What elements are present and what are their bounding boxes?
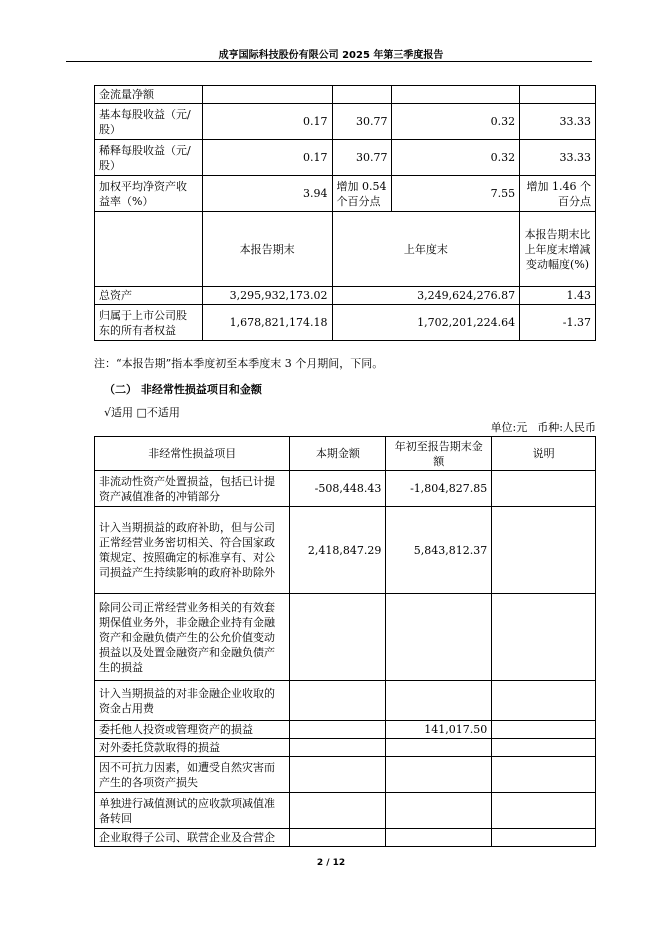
row-label: 稀释每股收益（元/股） [95,140,203,176]
cell: 1.43 [520,287,596,305]
cell: 5,843,812.37 [386,507,492,594]
row-label: 总资产 [95,287,203,305]
cell [290,793,386,829]
row-label: 加权平均净资产收益率（%） [95,176,203,212]
cell [290,829,386,847]
table-row [95,739,596,757]
item-label: 计入当期损益的对非金融企业收取的资金占用费 [95,681,290,721]
cell: 0.17 [202,104,332,140]
cell [386,829,492,847]
currency-label: 币种:人民币 [537,421,596,434]
item-label: 计入当期损益的政府补助，但与公司正常经营业务密切相关、符合国家政策规定、按照确定的标准享有、对公司损益产生持续影响的政府补助除外 [95,507,290,594]
cell: 30.77 [332,104,392,140]
footnote: 注：“本报告期”指本季度初至本季度末 3 个月期间，下同。 [94,357,384,370]
non-recurring-items-table [94,436,596,847]
cell [492,829,596,847]
header-item: 非经常性损益项目 [95,437,290,471]
item-label: 单独进行减值测试的应收款项减值准备转回 [95,793,290,829]
item-label: 对外委托贷款取得的损益 [95,739,290,757]
item-label: 非流动性资产处置损益，包括已计提资产减值准备的冲销部分 [95,471,290,507]
row-label: 归属于上市公司股东的所有者权益 [95,305,203,341]
section-title: （二） 非经常性损益项目和金额 [104,383,262,396]
cell [386,793,492,829]
cell [492,681,596,721]
item-label: 委托他人投资或管理资产的损益 [95,721,290,739]
applicable-checkbox-line: √适用 □不适用 [104,406,180,419]
table-row [95,287,596,305]
row-label: 基本每股收益（元/股） [95,104,203,140]
table-row [95,471,596,507]
table-row [95,507,596,594]
cell [492,757,596,793]
table-row [95,681,596,721]
cell [492,739,596,757]
cell [492,471,596,507]
unit-label: 单位:元 [490,421,528,434]
header-current: 本期金额 [290,437,386,471]
item-label: 因不可抗力因素，如遭受自然灾害而产生的各项资产损失 [95,757,290,793]
table-row [95,793,596,829]
balance-header-row [95,212,596,287]
cell [492,721,596,739]
cell: 3.94 [202,176,332,212]
cell: 33.33 [520,140,596,176]
cell [386,739,492,757]
report-header: 成亨国际科技股份有限公司 2025 年第三季度报告 [218,50,444,61]
table-row [95,140,596,176]
cell [386,681,492,721]
header-prior-year-end: 上年度末 [332,212,520,287]
table-row [95,721,596,739]
cell: -1,804,827.85 [386,471,492,507]
cell: 增加 1.46 个百分点 [520,176,596,212]
cell [492,793,596,829]
financial-indicators-table [94,85,596,341]
cell [392,86,520,104]
cell [332,86,392,104]
header-ytd: 年初至报告期末金额 [386,437,492,471]
cell: 141,017.50 [386,721,492,739]
cell: 0.32 [392,140,520,176]
cell: 1,702,201,224.64 [332,305,520,341]
cell: 30.77 [332,140,392,176]
item-label: 除同公司正常经营业务相关的有效套期保值业务外，非金融企业持有金融资产和金融负债产生的公允价值变动损益以及处置金融资产和金融负债产生的损益 [95,594,290,681]
cell: 0.32 [392,104,520,140]
cell [386,757,492,793]
cell [520,86,596,104]
header-change-pct: 本报告期末比上年度末增减变动幅度(%) [520,212,596,287]
cell [290,739,386,757]
cell: 1,678,821,174.18 [202,305,332,341]
table-header-row [95,437,596,471]
cell [492,507,596,594]
cell: 增加 0.54 个百分点 [332,176,392,212]
cell: 0.17 [202,140,332,176]
cell: 3,249,624,276.87 [332,287,520,305]
header-current-period-end: 本报告期末 [202,212,332,287]
cell [290,681,386,721]
item-label: 企业取得子公司、联营企业及合营企 [95,829,290,847]
cell: 33.33 [520,104,596,140]
row-label: 金流量净额 [95,86,203,104]
table-row [95,176,596,212]
cell: -508,448.43 [290,471,386,507]
table-row [95,104,596,140]
cell: 3,295,932,173.02 [202,287,332,305]
header-note: 说明 [492,437,596,471]
cell [290,594,386,681]
table-row [95,305,596,341]
cell [290,757,386,793]
table-row [95,757,596,793]
cell: 2,418,847.29 [290,507,386,594]
table-row [95,829,596,847]
cell [95,212,203,287]
cell: -1.37 [520,305,596,341]
table-row [95,594,596,681]
page-number: 2 / 12 [316,858,346,868]
unit-line [481,419,596,435]
cell [202,86,332,104]
cell: 7.55 [392,176,520,212]
cell [386,594,492,681]
cell [290,721,386,739]
header-rule [66,61,592,62]
cell [492,594,596,681]
table-row [95,86,596,104]
